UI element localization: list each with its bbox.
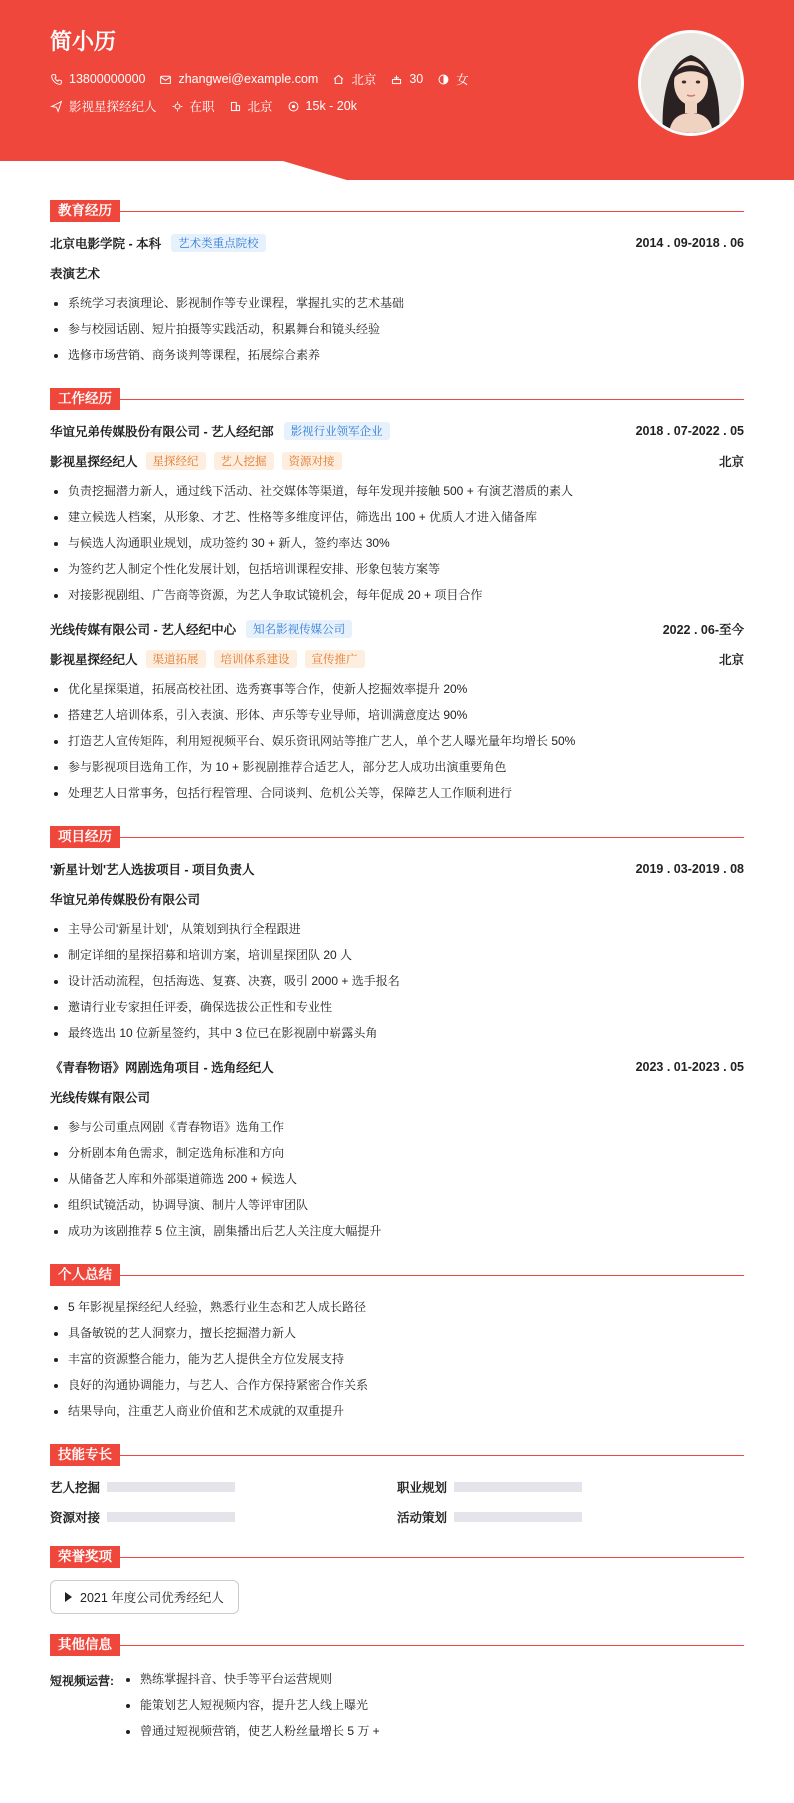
gender-text: 女 <box>456 73 469 87</box>
email-text: zhangwei@example.com <box>178 72 319 86</box>
skill-level-bar <box>107 1512 235 1522</box>
gender-icon <box>437 73 450 86</box>
skill-item <box>50 1478 397 1496</box>
project-date: 2023 . 01-2023 . 05 <box>635 1060 744 1074</box>
project-company: 华谊兄弟传媒股份有限公司 <box>50 893 201 907</box>
job-date: 2022 . 06-至今 <box>662 623 744 637</box>
list-item: • 设计活动流程，包括海选、复赛、决赛，吸引 2000 + 选手报名 <box>68 968 744 994</box>
list-item: • 处理艺人日常事务，包括行程管理、合同谈判、危机公关等，保障艺人工作顺利进行 <box>68 780 744 806</box>
skills-grid <box>50 1478 744 1526</box>
major: 表演艺术 <box>50 267 101 281</box>
skill-item <box>50 1508 397 1526</box>
project-date: 2019 . 03-2019 . 08 <box>635 862 744 876</box>
job-location: 北京 <box>718 455 744 469</box>
project-name: '新星计划'艺人选拔项目 - 项目负责人 <box>50 863 255 877</box>
list-item: • 良好的沟通协调能力，与艺人、合作方保持紧密合作关系 <box>68 1372 744 1398</box>
section-header <box>50 1634 744 1656</box>
skill-name: 职业规划 <box>397 1481 448 1495</box>
info-city <box>229 97 273 115</box>
section-divider <box>120 1455 744 1456</box>
job-row <box>50 422 744 440</box>
list-item: • 具备敏锐的艺人洞察力，擅长挖掘潜力新人 <box>68 1320 744 1346</box>
other-info-label: 短视频运营: <box>50 1674 114 1688</box>
info-phone <box>50 72 145 86</box>
section-divider <box>120 1645 744 1646</box>
play-triangle-icon <box>65 1592 72 1602</box>
section-title: 项目经历 <box>50 826 120 848</box>
info-age <box>390 72 423 86</box>
skill-name: 活动策划 <box>397 1511 448 1525</box>
list-item: • 建立候选人档案，从形象、才艺、性格等多维度评估，筛选出 100 + 优质人才进入储备库 <box>68 504 744 530</box>
job-bullets <box>50 478 744 608</box>
info-status <box>171 97 215 115</box>
section-header <box>50 388 744 410</box>
section-title: 其他信息 <box>50 1634 120 1656</box>
phone-icon <box>50 73 63 86</box>
other-info-row <box>50 1666 744 1744</box>
position-text: 影视星探经纪人 <box>69 100 157 114</box>
list-item: • 分析剧本角色需求，制定选角标准和方向 <box>68 1140 744 1166</box>
list-item: • 对接影视剧组、广告商等资源，为艺人争取试镜机会，每年促成 20 + 项目合作 <box>68 582 744 608</box>
project-bullets <box>50 916 744 1046</box>
list-item: • 5 年影视星探经纪人经验，熟悉行业生态和艺人成长路径 <box>68 1294 744 1320</box>
info-position <box>50 97 157 115</box>
list-item: • 选修市场营销、商务谈判等课程，拓展综合素养 <box>68 342 744 368</box>
skills-section <box>50 1444 744 1526</box>
skill-tag: 艺人挖掘 <box>214 452 274 470</box>
job-bullets <box>50 676 744 806</box>
awards-section <box>50 1546 744 1614</box>
summary-bullets <box>50 1294 744 1424</box>
section-divider <box>120 1557 744 1558</box>
job-position: 影视星探经纪人 <box>50 653 138 667</box>
status-icon <box>171 100 184 113</box>
project-row <box>50 1058 744 1076</box>
project-name: 《青春物语》网剧选角项目 - 选角经纪人 <box>50 1061 274 1075</box>
list-item: • 制定详细的星探招募和培训方案，培训星探团队 20 人 <box>68 942 744 968</box>
list-item: • 丰富的资源整合能力，能为艺人提供全方位发展支持 <box>68 1346 744 1372</box>
section-header <box>50 826 744 848</box>
list-item: • 邀请行业专家担任评委，确保选拔公正性和专业性 <box>68 994 744 1020</box>
hometown-text: 北京 <box>351 73 377 87</box>
section-divider <box>120 837 744 838</box>
job-location: 北京 <box>718 653 744 667</box>
building-icon <box>229 100 242 113</box>
skill-name: 艺人挖掘 <box>50 1481 101 1495</box>
salary-text: 15k - 20k <box>305 99 357 113</box>
skill-level-bar <box>454 1512 582 1522</box>
skill-level-bar <box>454 1482 582 1492</box>
list-item: • 成功为该剧推荐 5 位主演，剧集播出后艺人关注度大幅提升 <box>68 1218 744 1244</box>
job-row <box>50 620 744 638</box>
company-name: 光线传媒有限公司 - 艺人经纪中心 <box>50 623 237 637</box>
job-position-row <box>50 650 744 668</box>
school-tag: 艺术类重点院校 <box>171 234 266 252</box>
skill-tag: 星探经纪 <box>146 452 206 470</box>
send-icon <box>50 100 63 113</box>
section-title: 教育经历 <box>50 200 120 222</box>
city-text: 北京 <box>247 100 273 114</box>
home-icon <box>332 73 345 86</box>
info-gender <box>437 70 469 88</box>
summary-section <box>50 1264 744 1424</box>
resume-body <box>0 200 794 1744</box>
other-section <box>50 1634 744 1744</box>
money-icon <box>287 100 300 113</box>
other-bullets <box>122 1666 380 1744</box>
section-divider <box>120 399 744 400</box>
list-item: • 能策划艺人短视频内容，提升艺人线上曝光 <box>140 1692 380 1718</box>
cake-icon <box>390 73 403 86</box>
list-item: • 参与校园话剧、短片拍摄等实践活动，积累舞台和镜头经验 <box>68 316 744 342</box>
section-divider <box>120 211 744 212</box>
list-item: • 为签约艺人制定个性化发展计划，包括培训课程安排、形象包装方案等 <box>68 556 744 582</box>
education-section <box>50 200 744 368</box>
skill-level-bar <box>107 1482 235 1492</box>
list-item: • 组织试镜活动，协调导演、制片人等评审团队 <box>68 1192 744 1218</box>
award-item[interactable] <box>50 1580 239 1614</box>
project-bullets <box>50 1114 744 1244</box>
company-name: 华谊兄弟传媒股份有限公司 - 艺人经纪部 <box>50 425 274 439</box>
job-position-row <box>50 452 744 470</box>
section-header <box>50 200 744 222</box>
mail-icon <box>159 73 172 86</box>
portrait-image <box>641 33 741 133</box>
candidate-name: 简小历 <box>50 29 117 54</box>
section-divider <box>120 1275 744 1276</box>
list-item: • 结果导向，注重艺人商业价值和艺术成就的双重提升 <box>68 1398 744 1424</box>
job-date: 2018 . 07-2022 . 05 <box>635 424 744 438</box>
job-position: 影视星探经纪人 <box>50 455 138 469</box>
list-item: • 优化星探渠道，拓展高校社团、选秀赛事等合作，使新人挖掘效率提升 20% <box>68 676 744 702</box>
section-title: 工作经历 <box>50 388 120 410</box>
phone-text: 13800000000 <box>69 72 146 86</box>
skill-tag: 培训体系建设 <box>214 650 297 668</box>
skill-tag: 宣传推广 <box>305 650 365 668</box>
section-title: 荣誉奖项 <box>50 1546 120 1568</box>
skill-name: 资源对接 <box>50 1511 101 1525</box>
info-hometown <box>332 70 376 88</box>
skill-item <box>397 1508 744 1526</box>
education-bullets <box>50 290 744 368</box>
info-salary <box>287 99 357 113</box>
list-item: • 主导公司'新星计划'，从策划到执行全程跟进 <box>68 916 744 942</box>
list-item: • 搭建艺人培训体系，引入表演、形体、声乐等专业导师，培训满意度达 90% <box>68 702 744 728</box>
section-header <box>50 1546 744 1568</box>
project-row <box>50 860 744 878</box>
section-title: 个人总结 <box>50 1264 120 1286</box>
list-item: • 参与影视项目选角工作，为 10 + 影视剧推荐合适艺人，部分艺人成功出演重要角色 <box>68 754 744 780</box>
skill-item <box>397 1478 744 1496</box>
section-header <box>50 1444 744 1466</box>
project-company: 光线传媒有限公司 <box>50 1091 151 1105</box>
job-intent-row <box>50 97 371 115</box>
award-text: 2021 年度公司优秀经纪人 <box>80 1591 224 1605</box>
list-item: • 曾通过短视频营销，使艺人粉丝量增长 5 万 + <box>140 1718 380 1744</box>
skill-tag: 渠道拓展 <box>146 650 206 668</box>
resume-header <box>0 0 794 180</box>
section-header <box>50 1264 744 1286</box>
age-text: 30 <box>409 72 424 86</box>
status-text: 在职 <box>189 100 215 114</box>
contact-row <box>50 70 483 88</box>
skill-tag: 资源对接 <box>282 452 342 470</box>
list-item: • 负责挖掘潜力新人，通过线下活动、社交媒体等渠道，每年发现并接触 500 + 有演艺潜质的素人 <box>68 478 744 504</box>
list-item: • 打造艺人宣传矩阵，利用短视频平台、娱乐资讯网站等推广艺人，单个艺人曝光量年均增长 50% <box>68 728 744 754</box>
education-date: 2014 . 09-2018 . 06 <box>635 236 744 250</box>
avatar <box>638 30 744 136</box>
list-item: • 参与公司重点网剧《青春物语》选角工作 <box>68 1114 744 1140</box>
header-divider-shape <box>0 161 794 181</box>
list-item: • 熟练掌握抖音、快手等平台运营规则 <box>140 1666 380 1692</box>
company-tag: 知名影视传媒公司 <box>246 620 352 638</box>
list-item: • 与候选人沟通职业规划，成功签约 30 + 新人，签约率达 30% <box>68 530 744 556</box>
company-tag: 影视行业领军企业 <box>284 422 390 440</box>
list-item: • 从储备艺人库和外部渠道筛选 200 + 候选人 <box>68 1166 744 1192</box>
school-name: 北京电影学院 - 本科 <box>50 237 162 251</box>
work-section <box>50 388 744 806</box>
list-item: • 系统学习表演理论、影视制作等专业课程，掌握扎实的艺术基础 <box>68 290 744 316</box>
education-row <box>50 234 744 252</box>
info-email <box>159 72 318 86</box>
projects-section <box>50 826 744 1244</box>
list-item: • 最终选出 10 位新星签约，其中 3 位已在影视剧中崭露头角 <box>68 1020 744 1046</box>
section-title: 技能专长 <box>50 1444 120 1466</box>
